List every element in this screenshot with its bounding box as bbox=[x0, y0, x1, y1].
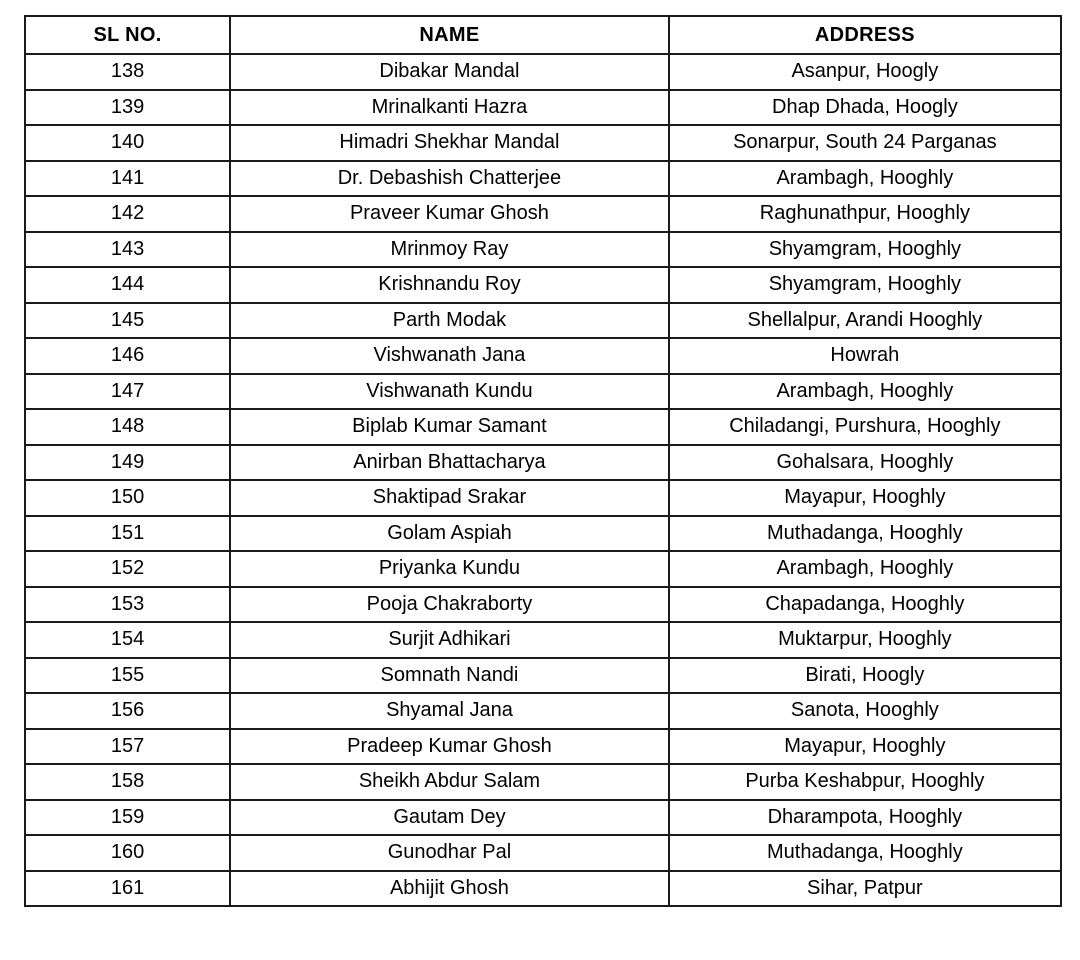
table-row bbox=[25, 800, 1061, 836]
cell-address: Mayapur, Hooghly bbox=[669, 480, 1061, 516]
table-row bbox=[25, 480, 1061, 516]
table-row bbox=[25, 445, 1061, 481]
cell-sl-no: 144 bbox=[25, 267, 230, 303]
table-row bbox=[25, 409, 1061, 445]
cell-address: Howrah bbox=[669, 338, 1061, 374]
cell-name: Gautam Dey bbox=[230, 800, 669, 836]
table-row bbox=[25, 835, 1061, 871]
cell-sl-no: 145 bbox=[25, 303, 230, 339]
table-body bbox=[25, 54, 1061, 906]
cell-address: Arambagh, Hooghly bbox=[669, 374, 1061, 410]
cell-address: Shellalpur, Arandi Hooghly bbox=[669, 303, 1061, 339]
cell-sl-no: 139 bbox=[25, 90, 230, 126]
cell-name: Sheikh Abdur Salam bbox=[230, 764, 669, 800]
cell-address: Chiladangi, Purshura, Hooghly bbox=[669, 409, 1061, 445]
cell-address: Mayapur, Hooghly bbox=[669, 729, 1061, 765]
cell-address: Arambagh, Hooghly bbox=[669, 551, 1061, 587]
cell-sl-no: 158 bbox=[25, 764, 230, 800]
cell-address: Sanota, Hooghly bbox=[669, 693, 1061, 729]
cell-sl-no: 160 bbox=[25, 835, 230, 871]
cell-name: Dibakar Mandal bbox=[230, 54, 669, 90]
header-sl-no: SL NO. bbox=[25, 16, 230, 54]
cell-sl-no: 149 bbox=[25, 445, 230, 481]
cell-sl-no: 154 bbox=[25, 622, 230, 658]
table-row bbox=[25, 125, 1061, 161]
cell-name: Somnath Nandi bbox=[230, 658, 669, 694]
cell-name: Praveer Kumar Ghosh bbox=[230, 196, 669, 232]
table-row bbox=[25, 196, 1061, 232]
cell-address: Birati, Hoogly bbox=[669, 658, 1061, 694]
cell-name: Pooja Chakraborty bbox=[230, 587, 669, 623]
cell-sl-no: 155 bbox=[25, 658, 230, 694]
table-row bbox=[25, 764, 1061, 800]
cell-sl-no: 150 bbox=[25, 480, 230, 516]
header-row bbox=[25, 16, 1061, 54]
cell-name: Dr. Debashish Chatterjee bbox=[230, 161, 669, 197]
table-row bbox=[25, 871, 1061, 907]
table-row bbox=[25, 729, 1061, 765]
table-row bbox=[25, 54, 1061, 90]
cell-sl-no: 153 bbox=[25, 587, 230, 623]
cell-name: Abhijit Ghosh bbox=[230, 871, 669, 907]
cell-name: Mrinmoy Ray bbox=[230, 232, 669, 268]
cell-name: Anirban Bhattacharya bbox=[230, 445, 669, 481]
header-name: NAME bbox=[230, 16, 669, 54]
cell-sl-no: 138 bbox=[25, 54, 230, 90]
cell-name: Himadri Shekhar Mandal bbox=[230, 125, 669, 161]
table-header bbox=[25, 16, 1061, 54]
cell-address: Dharampota, Hooghly bbox=[669, 800, 1061, 836]
cell-sl-no: 159 bbox=[25, 800, 230, 836]
cell-name: Biplab Kumar Samant bbox=[230, 409, 669, 445]
cell-sl-no: 156 bbox=[25, 693, 230, 729]
table-row bbox=[25, 587, 1061, 623]
cell-address: Shyamgram, Hooghly bbox=[669, 267, 1061, 303]
cell-address: Sonarpur, South 24 Parganas bbox=[669, 125, 1061, 161]
cell-sl-no: 140 bbox=[25, 125, 230, 161]
cell-name: Krishnandu Roy bbox=[230, 267, 669, 303]
table-row bbox=[25, 338, 1061, 374]
table-row bbox=[25, 693, 1061, 729]
cell-name: Parth Modak bbox=[230, 303, 669, 339]
cell-name: Gunodhar Pal bbox=[230, 835, 669, 871]
cell-address: Chapadanga, Hooghly bbox=[669, 587, 1061, 623]
cell-name: Mrinalkanti Hazra bbox=[230, 90, 669, 126]
table-row bbox=[25, 658, 1061, 694]
cell-address: Dhap Dhada, Hoogly bbox=[669, 90, 1061, 126]
table-row bbox=[25, 622, 1061, 658]
cell-name: Priyanka Kundu bbox=[230, 551, 669, 587]
table-row bbox=[25, 90, 1061, 126]
table-row bbox=[25, 267, 1061, 303]
header-address: ADDRESS bbox=[669, 16, 1061, 54]
cell-sl-no: 143 bbox=[25, 232, 230, 268]
table-row bbox=[25, 232, 1061, 268]
table-row bbox=[25, 551, 1061, 587]
table-row bbox=[25, 161, 1061, 197]
cell-sl-no: 142 bbox=[25, 196, 230, 232]
cell-sl-no: 141 bbox=[25, 161, 230, 197]
member-list-table bbox=[24, 15, 1062, 907]
cell-address: Muthadanga, Hooghly bbox=[669, 516, 1061, 552]
cell-address: Muktarpur, Hooghly bbox=[669, 622, 1061, 658]
cell-address: Arambagh, Hooghly bbox=[669, 161, 1061, 197]
cell-name: Shaktipad Srakar bbox=[230, 480, 669, 516]
table-row bbox=[25, 303, 1061, 339]
cell-name: Pradeep Kumar Ghosh bbox=[230, 729, 669, 765]
cell-address: Raghunathpur, Hooghly bbox=[669, 196, 1061, 232]
cell-name: Surjit Adhikari bbox=[230, 622, 669, 658]
cell-address: Gohalsara, Hooghly bbox=[669, 445, 1061, 481]
cell-address: Purba Keshabpur, Hooghly bbox=[669, 764, 1061, 800]
cell-sl-no: 157 bbox=[25, 729, 230, 765]
cell-sl-no: 146 bbox=[25, 338, 230, 374]
table-row bbox=[25, 516, 1061, 552]
cell-address: Sihar, Patpur bbox=[669, 871, 1061, 907]
cell-address: Muthadanga, Hooghly bbox=[669, 835, 1061, 871]
cell-sl-no: 151 bbox=[25, 516, 230, 552]
cell-name: Golam Aspiah bbox=[230, 516, 669, 552]
cell-name: Vishwanath Kundu bbox=[230, 374, 669, 410]
cell-sl-no: 152 bbox=[25, 551, 230, 587]
table-row bbox=[25, 374, 1061, 410]
cell-sl-no: 161 bbox=[25, 871, 230, 907]
cell-name: Shyamal Jana bbox=[230, 693, 669, 729]
cell-address: Shyamgram, Hooghly bbox=[669, 232, 1061, 268]
cell-name: Vishwanath Jana bbox=[230, 338, 669, 374]
cell-address: Asanpur, Hoogly bbox=[669, 54, 1061, 90]
cell-sl-no: 147 bbox=[25, 374, 230, 410]
cell-sl-no: 148 bbox=[25, 409, 230, 445]
